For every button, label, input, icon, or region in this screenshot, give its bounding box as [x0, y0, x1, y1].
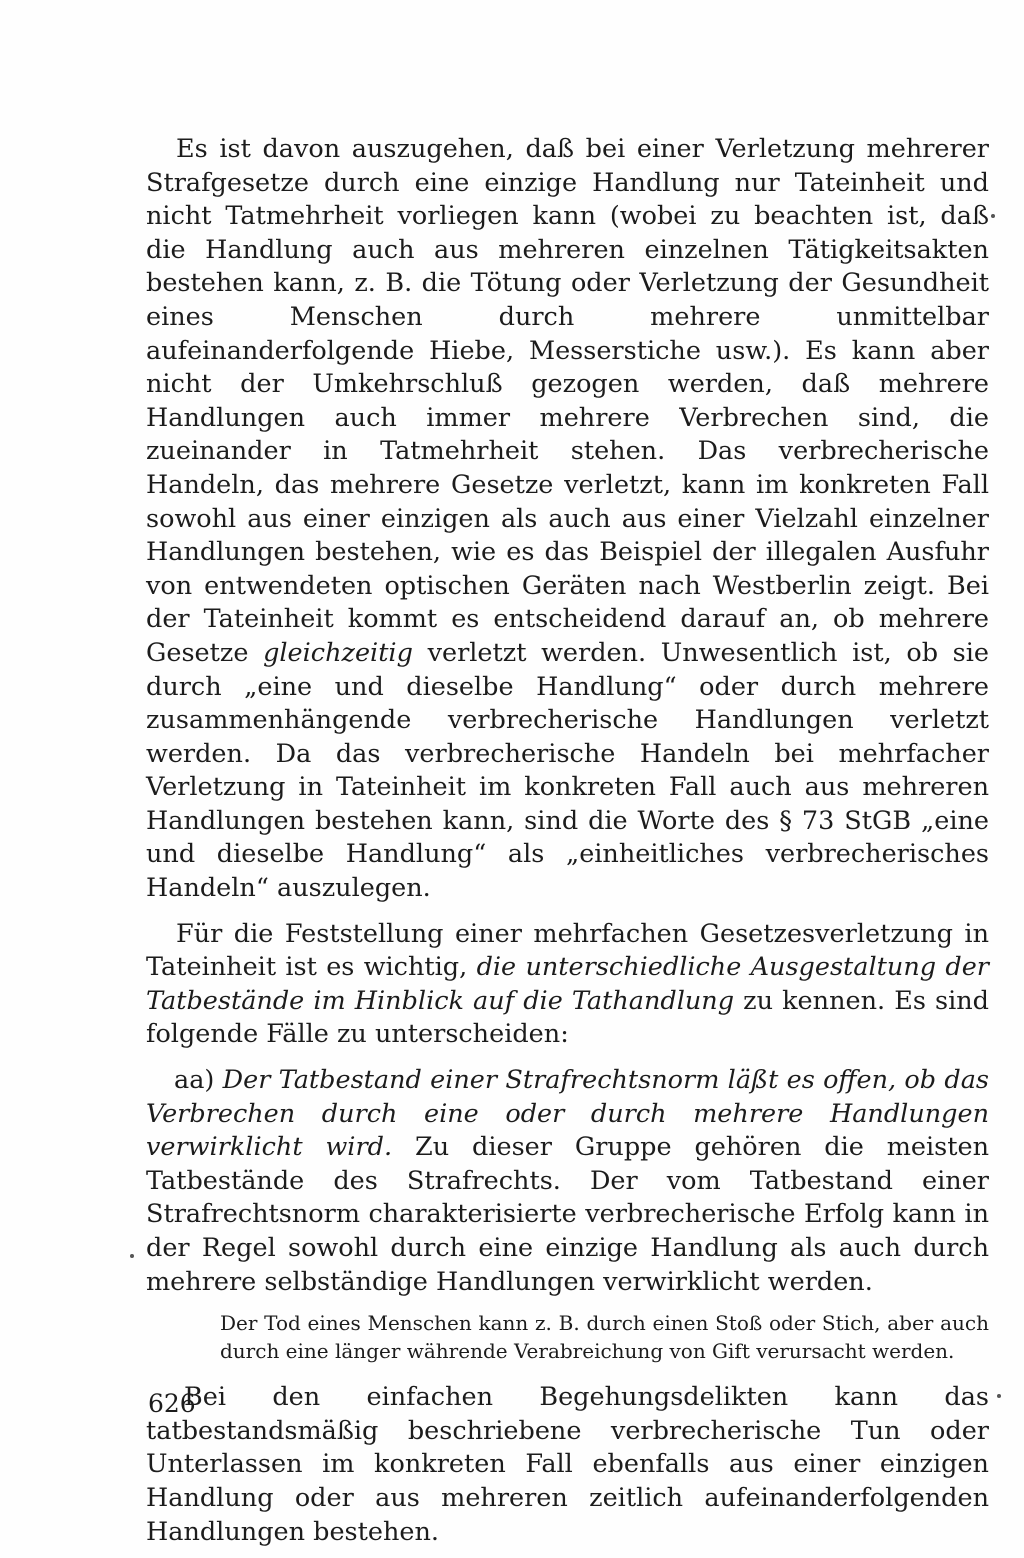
paragraph-case-aa	[146, 1064, 989, 1299]
case-aa-emphasis: Der Tatbestand einer Strafrechtsnorm läßt es offen, ob das Verbrechen durch eine oder durch mehrere Handlungen verwirklicht wird.	[146, 1065, 989, 1163]
paragraph-1-text: Es ist davon auszugehen, daß bei einer Verletzung mehrerer Strafgesetze durch eine einzige Handlung nur Tateinheit und nicht Tatmehrheit vorliegen kann (wobei zu beachten ist, daß die Handlung auch aus mehreren einzelnen Tätigkeitsakten bestehen kann, z. B. die Tötung oder Verletzung der Gesundheit eines Menschen durch mehrere unmittelbar aufeinanderfolgende Hiebe, Messerstiche usw.). Es kann aber nicht der Umkehrschluß gezogen werden, daß mehrere Handlungen auch immer mehrere Verbrechen sind, die zueinander in Tatmehrheit stehen. Das verbrecherische Handeln, das mehrere Gesetze verletzt, kann im konkreten Fall sowohl aus einer einzigen als auch aus einer Vielzahl einzelner Handlungen bestehen, wie es das Beispiel der illegalen Ausfuhr von entwendeten optischen Geräten nach Westberlin zeigt. Bei der Tateinheit kommt es entscheidend darauf an, ob mehrere Gesetze	[146, 134, 989, 668]
paragraph-1	[146, 133, 989, 906]
page-body	[146, 133, 989, 1549]
case-aa-label: aa)	[174, 1065, 215, 1096]
scan-speck	[997, 1394, 1001, 1398]
paragraph-2-end: zu kennen. Es sind folgende Fälle zu unterscheiden:	[146, 985, 989, 1050]
paragraph-2	[146, 918, 989, 1052]
paragraph-1-rest: verletzt werden. Unwesentlich ist, ob sie durch „eine und dieselbe Handlung“ oder durch mehrere zusammenhängende verbrecherische Handlungen verletzt werden. Da das verbrecherische Handeln bei mehrfacher Verletzung in Tateinheit im konkreten Fall auch aus mehreren Handlungen bestehen kann, sind die Worte des § 73 StGB „eine und dieselbe Handlung“ als „einheitliches verbrecherisches Handeln“ auszulegen.	[146, 637, 990, 904]
paragraph-2-start: Für die Feststellung einer mehrfachen Gesetzesverletzung in Tateinheit ist es wichtig,	[146, 918, 989, 983]
paragraph-4: Bei den einfachen Begehungsdelikten kann das tatbestandsmäßig beschriebene verbrecherische Tun oder Unterlassen im konkreten Fall ebenfalls aus einer einzigen Handlung oder aus mehreren zeitlich aufeinanderfolgenden Handlungen bestehen.	[146, 1382, 989, 1547]
scan-speck	[991, 214, 995, 218]
paragraph-2-emphasis: die unterschiedliche Ausgestaltung der Tatbestände im Hinblick auf die Tathandlung	[146, 952, 989, 1016]
scan-speck	[130, 1254, 134, 1258]
paragraph-1-emphasis: gleichzeitig	[263, 637, 413, 668]
case-aa-rest: Zu dieser Gruppe gehören die meisten Tatbestände des Strafrechts. Der vom Tatbestand einer Strafrechtsnorm charakterisierte verbrecherische Erfolg kann in der Regel sowohl durch eine einzige Handlung als auch durch mehrere selbständige Handlungen verwirklicht werden.	[146, 1132, 989, 1297]
example-note: Der Tod eines Menschen kann z. B. durch einen Stoß oder Stich, aber auch durch eine länger währende Verabreichung von Gift verursacht werden.	[220, 1311, 989, 1364]
page-number: 626	[148, 1389, 196, 1418]
